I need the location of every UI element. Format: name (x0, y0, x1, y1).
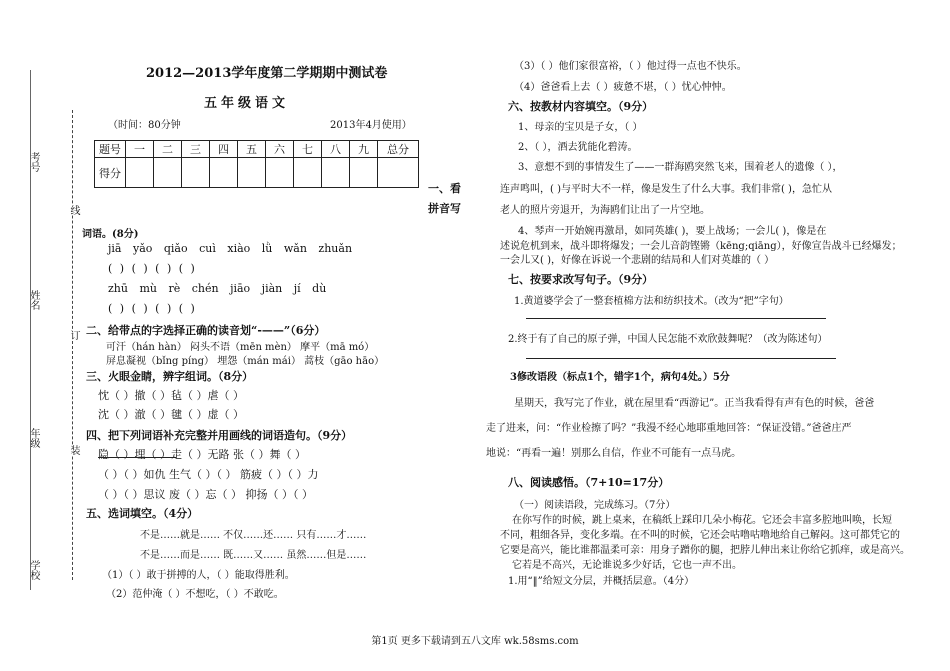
score-input[interactable] (238, 158, 266, 188)
q3-heading: 三、火眼金睛，辨字组词。（8分） (86, 370, 254, 383)
pinyin-row-2: zhū mù rè chén jiāo jiàn jí dù (108, 282, 327, 295)
q4-heading: 四、把下列词语补充完整并用画线的词语造句。（9分） (86, 429, 353, 442)
score-input[interactable] (154, 158, 182, 188)
q6-item-4-line-2: 述说危机到来，战斗即将爆发；一会儿音韵铿锵（kēng;qiāng），好像宣告战斗已经爆发； (500, 241, 902, 252)
q5-sentence-4[interactable]: （4）爸爸看上去（ ）疲惫不堪，（ ）忧心忡忡。 (514, 82, 732, 93)
q5-sentence-2[interactable]: （2）范仲淹（ ）不想吃，（ ）不敢吃。 (106, 589, 284, 600)
cut-line (72, 110, 73, 580)
margin-label-zhuang: 装 (68, 445, 79, 455)
q4-underline (98, 457, 176, 458)
score-cell: 题号 (95, 141, 126, 158)
exam-subject: 五年级语文 (204, 96, 290, 111)
score-cell: 六 (266, 141, 294, 158)
q8-text-line-1: 在你写作的时候，跳上桌来，在稿纸上踩印几朵小梅花。它还会丰富多腔地叫唤，长短 (512, 515, 892, 526)
exam-time: （时间：80分钟 (108, 120, 181, 131)
q5-sentence-3[interactable]: （3）（ ）他们家很富裕，（ ）他过得一点也不快乐。 (514, 61, 747, 72)
q3-line-2[interactable]: 沈（ ）澈（ ）毽（ ）虚（ ） (98, 408, 244, 421)
score-cell: 一 (126, 141, 154, 158)
q3-line-1[interactable]: 忱（ ）撤（ ）毡（ ）虐（ ） (98, 389, 244, 402)
q6-item-3-line-3: 老人的照片旁退开，为海鸥们让出了一片空地。 (500, 205, 710, 216)
q6-item-4-line-1[interactable]: 4、琴声一开始婉再激昂，如同英雄( )，要上战场；一会儿( )，像是在 (518, 226, 827, 237)
q7-paragraph-line-3: 地说：“再看一遍！别那么自信，作业不可能有一点马虎。 (486, 448, 742, 459)
q8-text-line-3: 它要是高兴，能比谁都温柔可亲：用身子蹭你的腿，把脖儿伸出来让你给它抓痒，或是高兴。 (500, 545, 910, 556)
q7-heading: 七、按要求改写句子。（9分） (508, 273, 654, 286)
q5-sentence-1[interactable]: （1）（ ）敢于拼搏的人，（ ）能取得胜利。 (102, 570, 295, 581)
answer-blanks-row-1[interactable]: ( ) ( ) ( ) ( ) (108, 262, 195, 275)
score-input[interactable] (350, 158, 378, 188)
binding-line (30, 70, 31, 590)
score-table-header-row (95, 141, 419, 158)
score-table (94, 140, 419, 188)
score-table-score-row (95, 158, 419, 188)
margin-label-xingming: 姓名 (28, 290, 39, 310)
q4-line-3[interactable]: （ ）（ ）思议 废（ ）忘（ ） 抑扬（ ）（ ） (98, 488, 313, 501)
q5-options-2: 不是……而是…… 既……又…… 虽然……但是…… (140, 550, 367, 561)
score-cell: 九 (350, 141, 378, 158)
q6-item-3-line-2[interactable]: 连声鸣叫，( )与平时大不一样，像是发生了什么大事。我们非常( )，急忙从 (500, 184, 832, 195)
score-cell: 五 (238, 141, 266, 158)
exam-date: 2013年4月使用） (330, 120, 412, 131)
q1-heading-a: 一、看 (428, 182, 461, 195)
q2-line-1: 可汗（hán hàn） 闷头不语（mēn mèn） 摩平（mā mó） (106, 342, 375, 353)
score-cell: 三 (182, 141, 210, 158)
q8-question-1: 1.用“‖”给短文分层，并概括层意。（4分） (508, 576, 695, 587)
pinyin-row-1: jiā yǎo qiǎo cuì xiào lǜ wǎn zhuǎn (108, 242, 353, 255)
score-input[interactable] (182, 158, 210, 188)
q8-subheading: （一）阅读语段，完成练习。（7分） (514, 500, 676, 511)
q8-text-line-2: 不同，粗细各异，变化多端。在不叫的时候，它还会咕噜咕噜地给自己解闷。这可都凭它的 (500, 530, 900, 541)
score-input[interactable] (126, 158, 154, 188)
margin-label-nianji: 年级 (28, 428, 39, 448)
q7-item-3: 3修改语段（标点1个，错字1个，病句4处。）5分 (510, 372, 730, 383)
q6-item-1[interactable]: 1、母亲的宝贝是子女，（ ） (518, 122, 643, 133)
score-cell: 二 (154, 141, 182, 158)
q7-answer-line-2[interactable] (526, 358, 836, 359)
q6-item-2[interactable]: 2、（ ），酒去犹能化碧涛。 (518, 142, 638, 153)
margin-label-xian: 线 (68, 205, 79, 215)
q6-item-3-line-1[interactable]: 3、意想不到的事情发生了——一群海鸥突然飞来，围着老人的遗像（ ）， (518, 162, 843, 173)
q7-item-2: 2.终于有了自己的原子弹，中国人民怎能不欢欣鼓舞呢？（改为陈述句） (508, 334, 828, 345)
q2-heading: 二、给带点的字选择正确的读音划“-——”（6分） (86, 324, 326, 337)
margin-label-kaohao: 考号 (28, 152, 39, 172)
score-input[interactable] (322, 158, 350, 188)
q1-heading-b: 拼音写 (428, 202, 461, 215)
score-input[interactable] (294, 158, 322, 188)
margin-label-ding: 订 (68, 330, 79, 340)
score-cell: 四 (210, 141, 238, 158)
q6-item-4-line-3[interactable]: 一会儿又( )，好像在诉说一个悲剧的结局和人们对英雄的（ ） (500, 255, 775, 266)
exam-title: 2012—2013学年度第二学期期中测试卷 (146, 66, 388, 81)
score-label: 得分 (95, 158, 126, 188)
q4-line-1[interactable]: 隐（ ）埋（ ）走（ ）无路 张（ ）舞（ ） (98, 448, 306, 461)
q7-item-1: 1.黄道婆学会了一整套植棉方法和纺织技术。（改为“把”字句） (514, 296, 789, 307)
score-input[interactable] (378, 158, 419, 188)
q5-options-1: 不是……就是…… 不仅……还…… 只有……才…… (140, 530, 367, 541)
q4-line-2[interactable]: （ ）（ ）如仇 生气（ ）（ ） 筋疲（ ）（ ）力 (98, 468, 319, 481)
q8-text-line-4: 它若是不高兴，无论谁说多少好话，它也一声不出。 (512, 560, 742, 571)
q5-heading: 五、选词填空。（4分） (86, 507, 199, 520)
score-cell: 八 (322, 141, 350, 158)
q6-heading: 六、按教材内容填空。（9分） (508, 100, 654, 113)
score-cell: 总分 (378, 141, 419, 158)
margin-label-xuexiao: 学校 (28, 560, 39, 580)
q7-answer-line-1[interactable] (526, 318, 826, 319)
score-cell: 七 (294, 141, 322, 158)
q7-paragraph-line-2: 走了进来，问：“作业检擦了吗？”我漫不经心地耶重地回答：“保证没错。”爸爸庄严 (486, 423, 852, 434)
q7-paragraph-line-1: 星期天，我写完了作业，就在屋里看“西游记”。正当我看得有声有色的时候，爸爸 (514, 398, 875, 409)
q2-line-2: 屏息凝视（bǐng píng） 埋怨（mán mái） 蒿枝（gāo hāo） (106, 356, 385, 367)
q8-heading: 八、阅读感悟。（7+10=17分） (508, 476, 670, 489)
page-footer: 第1页 更多下载请到五八文库 wk.58sms.com (371, 636, 579, 647)
answer-blanks-row-2[interactable]: ( ) ( ) ( ) ( ) (108, 302, 195, 315)
score-input[interactable] (266, 158, 294, 188)
q1-heading-tail: 词语。(8分) (82, 229, 139, 240)
score-input[interactable] (210, 158, 238, 188)
